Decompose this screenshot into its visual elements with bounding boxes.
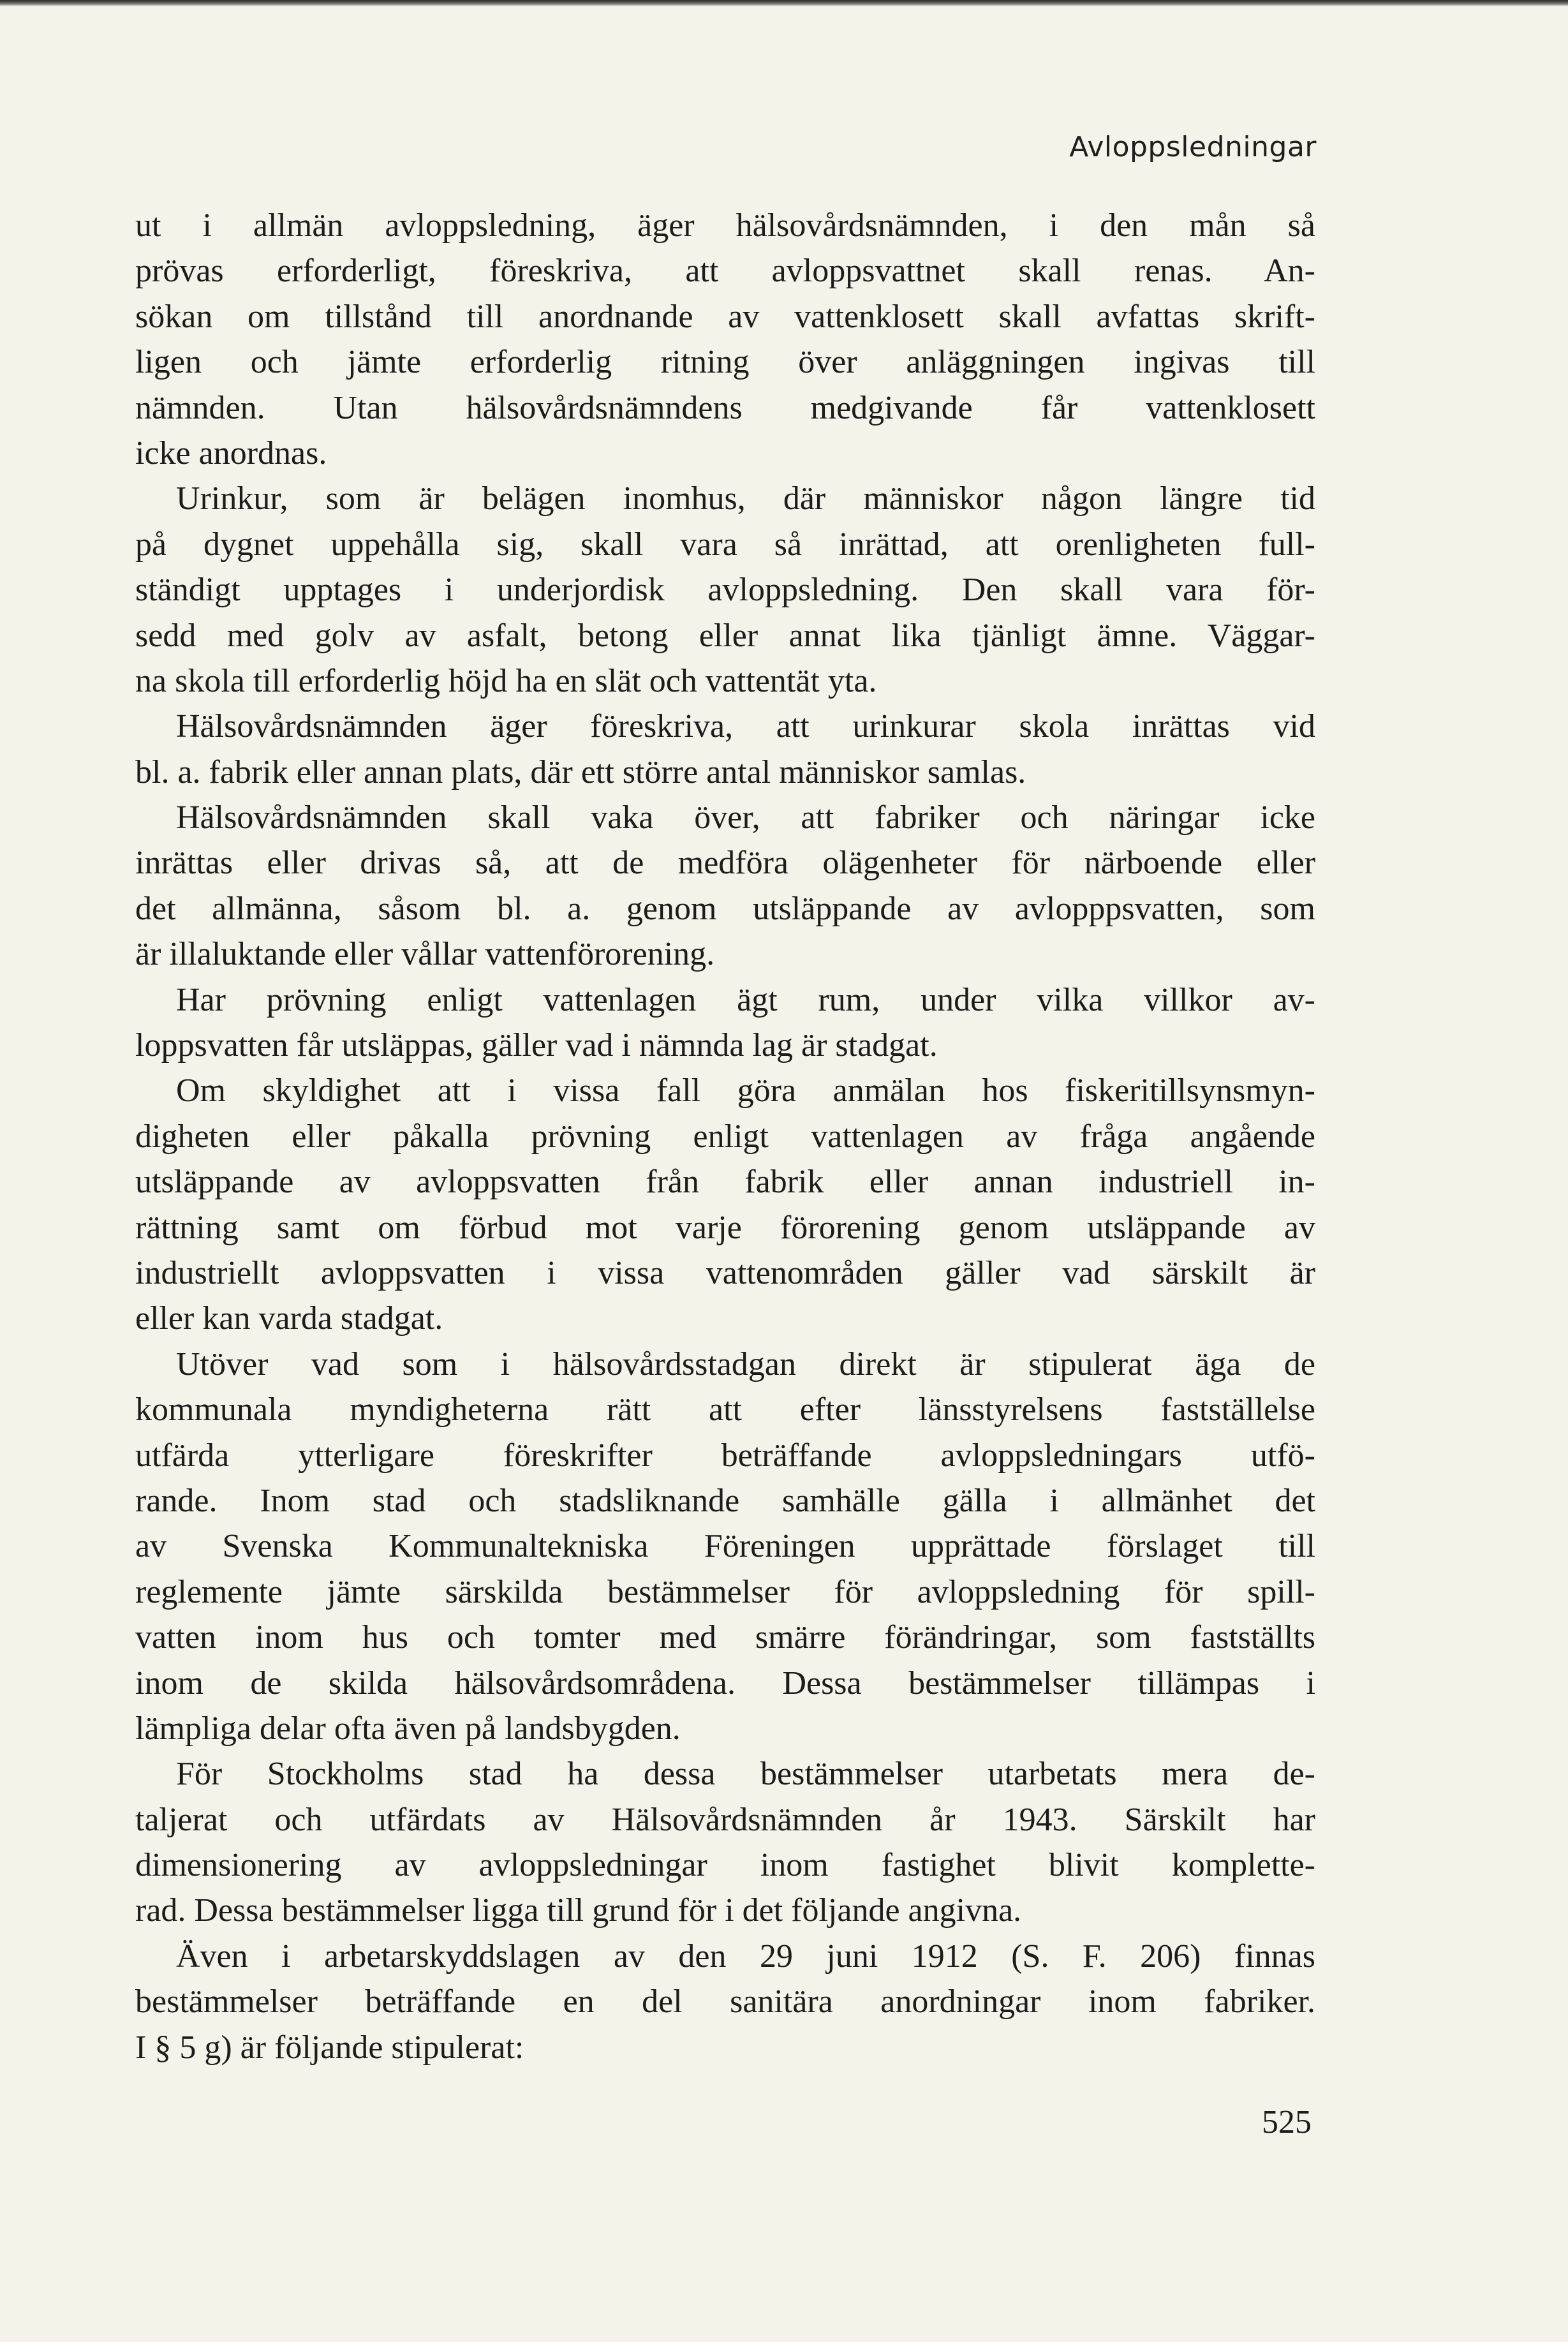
text-line: icke anordnas. [135, 434, 327, 471]
text-line: Utöver vad som i hälsovårdsstadgan direkt är stipulerat äga de [176, 1345, 1315, 1382]
text-line: digheten eller påkalla prövning enligt vattenlagen av fråga angående [135, 1118, 1315, 1155]
text-line: ligen och jämte erforderlig ritning över anläggningen ingivas till [135, 344, 1315, 381]
text-line: sedd med golv av asfalt, betong eller annat lika tjänligt ämne. Väggar- [135, 617, 1315, 654]
text-line: rad. Dessa bestämmelser ligga till grund för i det följande angivna. [135, 1892, 1022, 1929]
text-line: reglemente jämte särskilda bestämmelser för avloppsledning för spill- [135, 1573, 1315, 1610]
text-line: Urinkur, som är belägen inomhus, där människor någon längre tid [176, 480, 1315, 517]
text-line: är illaluktande eller vållar vattenförorening. [135, 936, 715, 973]
text-line: på dygnet uppehålla sig, skall vara så inrättad, att orenligheten full- [135, 526, 1315, 563]
text-line: ständigt upptages i underjordisk avloppsledning. Den skall vara för- [135, 572, 1315, 609]
text-line: utfärda ytterligare föreskrifter beträffande avloppsledningars utfö- [135, 1437, 1315, 1474]
text-line: sökan om tillstånd till anordnande av vattenklosett skall avfattas skrift- [135, 298, 1315, 335]
text-line: kommunala myndigheterna rätt att efter länsstyrelsens fastställelse [135, 1391, 1315, 1428]
text-line: För Stockholms stad ha dessa bestämmelser utarbetats mera de- [176, 1756, 1315, 1793]
text-line: det allmänna, såsom bl. a. genom utsläppande av avlopppsvatten, som [135, 890, 1315, 927]
text-line: prövas erforderligt, föreskriva, att avloppsvattnet skall renas. An- [135, 253, 1315, 290]
text-line: lämpliga delar ofta även på landsbygden. [135, 1710, 681, 1747]
text-line: eller kan varda stadgat. [135, 1300, 443, 1337]
text-line: rättning samt om förbud mot varje förorening genom utsläppande av [135, 1209, 1315, 1246]
page-number: 525 [1262, 2104, 1312, 2140]
running-head: Avloppsledningar [1069, 131, 1317, 163]
text-line: taljerat och utfärdats av Hälsovårdsnämnden år 1943. Särskilt har [135, 1801, 1315, 1838]
page-top-edge [0, 0, 1568, 6]
text-line: dimensionering av avloppsledningar inom fastighet blivit komplette- [135, 1847, 1315, 1884]
text-line: inrättas eller drivas så, att de medföra olägenheter för närboende eller [135, 845, 1315, 882]
text-line: Om skyldighet att i vissa fall göra anmälan hos fiskeritillsynsmyn- [176, 1072, 1315, 1109]
body-text [135, 203, 1315, 2070]
text-line: industriellt avloppsvatten i vissa vattenområden gäller vad särskilt är [135, 1254, 1315, 1291]
text-line: loppsvatten får utsläppas, gäller vad i nämnda lag är stadgat. [135, 1027, 938, 1064]
text-line: Även i arbetarskyddslagen av den 29 juni 1912 (S. F. 206) finnas [176, 1938, 1315, 1975]
text-line: bestämmelser beträffande en del sanitära anordningar inom fabriker. [135, 1983, 1315, 2020]
text-line: vatten inom hus och tomter med smärre förändringar, som fastställts [135, 1619, 1315, 1656]
text-line: bl. a. fabrik eller annan plats, där ett större antal människor samlas. [135, 753, 1026, 790]
text-line: ut i allmän avloppsledning, äger hälsovårdsnämnden, i den mån så [135, 207, 1315, 244]
text-line: Hälsovårdsnämnden skall vaka över, att fabriker och näringar icke [176, 799, 1315, 836]
text-line: Hälsovårdsnämnden äger föreskriva, att urinkurar skola inrättas vid [176, 708, 1315, 745]
text-line: na skola till erforderlig höjd ha en slät och vattentät yta. [135, 662, 877, 699]
text-line: utsläppande av avloppsvatten från fabrik eller annan industriell in- [135, 1164, 1315, 1201]
text-line: inom de skilda hälsovårdsområdena. Dessa bestämmelser tillämpas i [135, 1664, 1315, 1701]
text-line: rande. Inom stad och stadsliknande samhälle gälla i allmänhet det [135, 1482, 1315, 1519]
text-line: nämnden. Utan hälsovårdsnämndens medgivande får vattenklosett [135, 389, 1315, 426]
text-line: I § 5 g) är följande stipulerat: [135, 2029, 524, 2066]
text-line: av Svenska Kommunaltekniska Föreningen upprättade förslaget till [135, 1528, 1315, 1565]
text-line: Har prövning enligt vattenlagen ägt rum, under vilka villkor av- [176, 981, 1315, 1018]
